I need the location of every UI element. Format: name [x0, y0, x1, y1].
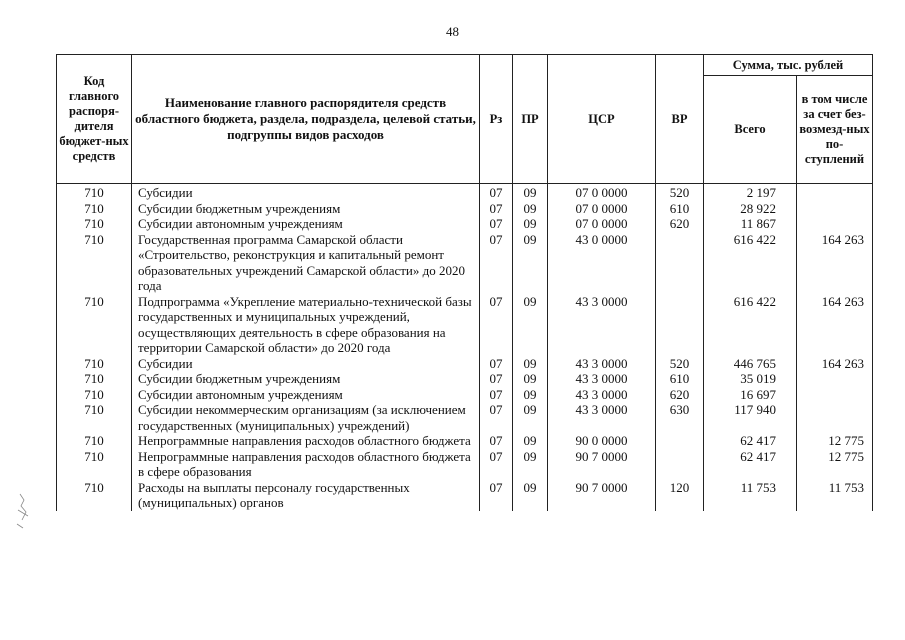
cell-pr: 09 [513, 184, 548, 201]
cell-total: 35 019 [704, 371, 797, 387]
cell-kod: 710 [57, 387, 132, 403]
cell-grants: 164 263 [797, 294, 873, 356]
cell-pr: 09 [513, 201, 548, 217]
cell-total: 11 753 [704, 480, 797, 511]
cell-kod: 710 [57, 433, 132, 449]
cell-name: Подпрограмма «Укрепление материально-технической базы государственных и муниципальных учреждений, осуществляющих деятельность в сфере образования на территории Самарской области» до 2020 года [132, 294, 480, 356]
cell-rz: 07 [480, 216, 513, 232]
cell-rz: 07 [480, 232, 513, 294]
cell-pr: 09 [513, 402, 548, 433]
cell-rz: 07 [480, 356, 513, 372]
table-row [57, 449, 873, 480]
header-kod: Код главного распоря-дителя бюджет-ных средств [57, 55, 132, 184]
table-row [57, 216, 873, 232]
cell-pr: 09 [513, 371, 548, 387]
cell-rz: 07 [480, 201, 513, 217]
table-row [57, 480, 873, 511]
cell-csr: 07 0 0000 [548, 216, 656, 232]
page-number: 48 [446, 24, 459, 39]
header-name: Наименование главного распорядителя средств областного бюджета, раздела, подраздела, целевой статьи, подгруппы видов расходов [132, 55, 480, 184]
cell-kod: 710 [57, 184, 132, 201]
cell-grants: 164 263 [797, 232, 873, 294]
table-row [57, 294, 873, 356]
cell-name: Субсидии [132, 356, 480, 372]
cell-kod: 710 [57, 402, 132, 433]
table-header [57, 55, 873, 184]
cell-total: 28 922 [704, 201, 797, 217]
cell-csr: 90 7 0000 [548, 449, 656, 480]
table-row [57, 433, 873, 449]
budget-table [56, 54, 873, 511]
cell-csr: 43 0 0000 [548, 232, 656, 294]
cell-kod: 710 [57, 232, 132, 294]
cell-vr: 520 [656, 356, 704, 372]
cell-pr: 09 [513, 433, 548, 449]
cell-name: Расходы на выплаты персоналу государственных (муниципальных) органов [132, 480, 480, 511]
table-row [57, 201, 873, 217]
header-pr: ПР [513, 55, 548, 184]
table-row [57, 402, 873, 433]
cell-csr: 43 3 0000 [548, 356, 656, 372]
cell-pr: 09 [513, 232, 548, 294]
cell-grants: 12 775 [797, 433, 873, 449]
cell-total: 62 417 [704, 433, 797, 449]
cell-grants [797, 184, 873, 201]
cell-grants [797, 216, 873, 232]
cell-total: 616 422 [704, 232, 797, 294]
cell-pr: 09 [513, 216, 548, 232]
cell-total: 446 765 [704, 356, 797, 372]
cell-kod: 710 [57, 356, 132, 372]
header-sum: Сумма, тыс. рублей [704, 55, 873, 76]
header-rz: Рз [480, 55, 513, 184]
cell-name: Непрограммные направления расходов областного бюджета [132, 433, 480, 449]
table-row [57, 371, 873, 387]
cell-csr: 90 0 0000 [548, 433, 656, 449]
table-row [57, 232, 873, 294]
cell-grants [797, 402, 873, 433]
cell-vr: 620 [656, 216, 704, 232]
header-vr: ВР [656, 55, 704, 184]
cell-total: 62 417 [704, 449, 797, 480]
cell-grants: 11 753 [797, 480, 873, 511]
cell-rz: 07 [480, 387, 513, 403]
cell-vr: 120 [656, 480, 704, 511]
cell-rz: 07 [480, 184, 513, 201]
cell-vr [656, 232, 704, 294]
cell-vr: 620 [656, 387, 704, 403]
cell-grants [797, 371, 873, 387]
cell-csr: 43 3 0000 [548, 402, 656, 433]
cell-total: 117 940 [704, 402, 797, 433]
cell-rz: 07 [480, 433, 513, 449]
header-total: Всего [704, 76, 797, 184]
cell-vr [656, 294, 704, 356]
cell-rz: 07 [480, 449, 513, 480]
cell-name: Непрограммные направления расходов областного бюджета в сфере образования [132, 449, 480, 480]
cell-name: Субсидии бюджетным учреждениям [132, 371, 480, 387]
cell-grants [797, 387, 873, 403]
margin-scribble [14, 490, 34, 530]
cell-total: 11 867 [704, 216, 797, 232]
header-grants: в том числе за счет без-возмезд-ных по-ступлений [797, 76, 873, 184]
cell-vr [656, 433, 704, 449]
cell-csr: 90 7 0000 [548, 480, 656, 511]
header-csr: ЦСР [548, 55, 656, 184]
cell-csr: 43 3 0000 [548, 371, 656, 387]
cell-csr: 07 0 0000 [548, 184, 656, 201]
cell-vr: 610 [656, 371, 704, 387]
table-row [57, 356, 873, 372]
cell-rz: 07 [480, 480, 513, 511]
cell-grants: 164 263 [797, 356, 873, 372]
cell-rz: 07 [480, 294, 513, 356]
cell-kod: 710 [57, 216, 132, 232]
cell-total: 2 197 [704, 184, 797, 201]
cell-csr: 07 0 0000 [548, 201, 656, 217]
cell-pr: 09 [513, 480, 548, 511]
cell-pr: 09 [513, 449, 548, 480]
cell-grants: 12 775 [797, 449, 873, 480]
cell-vr: 520 [656, 184, 704, 201]
cell-csr: 43 3 0000 [548, 387, 656, 403]
cell-total: 16 697 [704, 387, 797, 403]
cell-name: Субсидии бюджетным учреждениям [132, 201, 480, 217]
cell-csr: 43 3 0000 [548, 294, 656, 356]
cell-total: 616 422 [704, 294, 797, 356]
cell-pr: 09 [513, 356, 548, 372]
cell-name: Субсидии автономным учреждениям [132, 216, 480, 232]
cell-name: Субсидии некоммерческим организациям (за исключением государственных (муниципальных) учреждений) [132, 402, 480, 433]
cell-vr: 610 [656, 201, 704, 217]
cell-name: Субсидии автономным учреждениям [132, 387, 480, 403]
cell-kod: 710 [57, 294, 132, 356]
cell-pr: 09 [513, 387, 548, 403]
cell-rz: 07 [480, 371, 513, 387]
cell-grants [797, 201, 873, 217]
cell-pr: 09 [513, 294, 548, 356]
cell-vr [656, 449, 704, 480]
cell-name: Субсидии [132, 184, 480, 201]
cell-name: Государственная программа Самарской области «Строительство, реконструкция и капитальный ремонт образовательных учреждений Самарской области» до 2020 года [132, 232, 480, 294]
cell-kod: 710 [57, 480, 132, 511]
table-row [57, 184, 873, 201]
cell-kod: 710 [57, 201, 132, 217]
table-row [57, 387, 873, 403]
cell-kod: 710 [57, 449, 132, 480]
cell-rz: 07 [480, 402, 513, 433]
table-body [57, 184, 873, 511]
cell-kod: 710 [57, 371, 132, 387]
cell-vr: 630 [656, 402, 704, 433]
